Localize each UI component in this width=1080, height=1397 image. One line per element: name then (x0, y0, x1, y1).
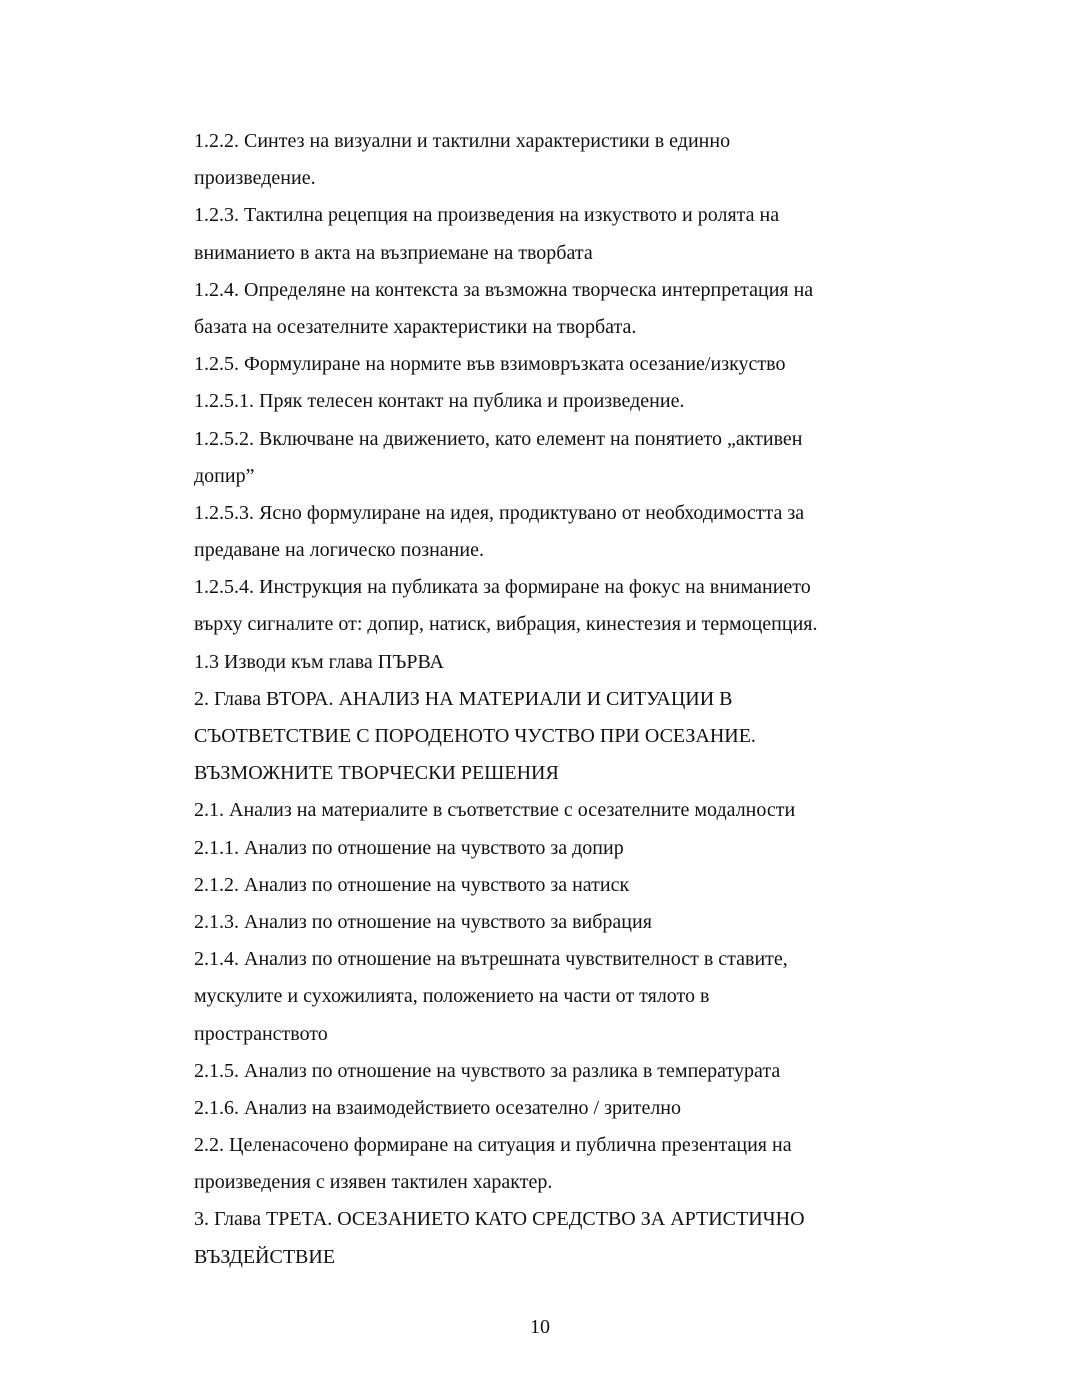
toc-line: предаване на логическо познание. (194, 539, 484, 562)
toc-line: ВЪЗДЕЙСТВИЕ (194, 1245, 336, 1268)
toc-line: 2.1.4. Анализ по отношение на вътрешната чувствителност в ставите, (194, 948, 788, 971)
toc-line: базата на осезателните характеристики на творбата. (194, 315, 637, 338)
toc-line: пространството (194, 1022, 328, 1045)
toc-line: СЪОТВЕТСТВИЕ С ПОРОДЕНОТО ЧУСТВО ПРИ ОСЕЗАНИЕ. (194, 725, 756, 747)
toc-line: 1.2.5. Формулиране на нормите във взимовръзката осезание/изкуство (194, 353, 786, 376)
toc-line: 2.1.3. Анализ по отношение на чувството за вибрация (194, 910, 652, 933)
toc-line: 3. Глава ТРЕТА. ОСЕЗАНИЕТО КАТО СРЕДСТВО ЗА АРТИСТИЧНО (194, 1208, 805, 1231)
toc-line: 1.2.5.3. Ясно формулиране на идея, продиктувано от необходимостта за (194, 501, 805, 524)
toc-line: 2.2. Целенасочено формиране на ситуация и публична презентация на (194, 1134, 792, 1157)
toc-line: 1.2.2. Синтез на визуални и тактилни характеристики в единно (194, 130, 731, 152)
toc-line: 1.2.5.2. Включване на движението, като елемент на понятието „активен (194, 427, 803, 450)
toc-line: произведения с изявен тактилен характер. (194, 1171, 553, 1194)
toc-line: допир” (194, 464, 255, 487)
toc-line: 1.2.4. Определяне на контекста за възможна творческа интерпретация на (194, 278, 814, 301)
toc-line: произведение. (194, 167, 316, 190)
toc-line: мускулите и сухожилията, положението на части от тялото в (194, 985, 710, 1008)
toc-line: върху сигналите от: допир, натиск, вибрация, кинестезия и термоцепция. (194, 613, 818, 636)
toc-line: 2. Глава ВТОРА. АНАЛИЗ НА МАТЕРИАЛИ И СИТУАЦИИ В (194, 687, 733, 710)
toc-line: 2.1.2. Анализ по отношение на чувството за натиск (194, 873, 630, 896)
toc-line: 2.1.6. Анализ на взаимодействието осезателно / зрително (194, 1096, 682, 1119)
toc-line: 2.1. Анализ на материалите в съответствие с осезателните модалности (194, 799, 796, 822)
toc-line: 2.1.5. Анализ по отношение на чувството за разлика в температурата (194, 1059, 781, 1082)
toc-line: ВЪЗМОЖНИТЕ ТВОРЧЕСКИ РЕШЕНИЯ (194, 762, 559, 785)
toc-line: 1.2.3. Тактилна рецепция на произведения на изкуството и ролята на (194, 204, 780, 227)
toc-line: 1.2.5.4. Инструкция на публиката за формиране на фокус на вниманието (194, 576, 811, 599)
toc-line: 1.3 Изводи към глава ПЪРВА (194, 650, 444, 673)
page-number: 10 (530, 1316, 550, 1338)
toc-line: 2.1.1. Анализ по отношение на чувството за допир (194, 836, 624, 859)
toc-line: вниманието в акта на възприемане на творбата (194, 241, 593, 264)
table-of-contents (194, 123, 894, 1276)
toc-line: 1.2.5.1. Пряк телесен контакт на публика и произведение. (194, 390, 685, 413)
